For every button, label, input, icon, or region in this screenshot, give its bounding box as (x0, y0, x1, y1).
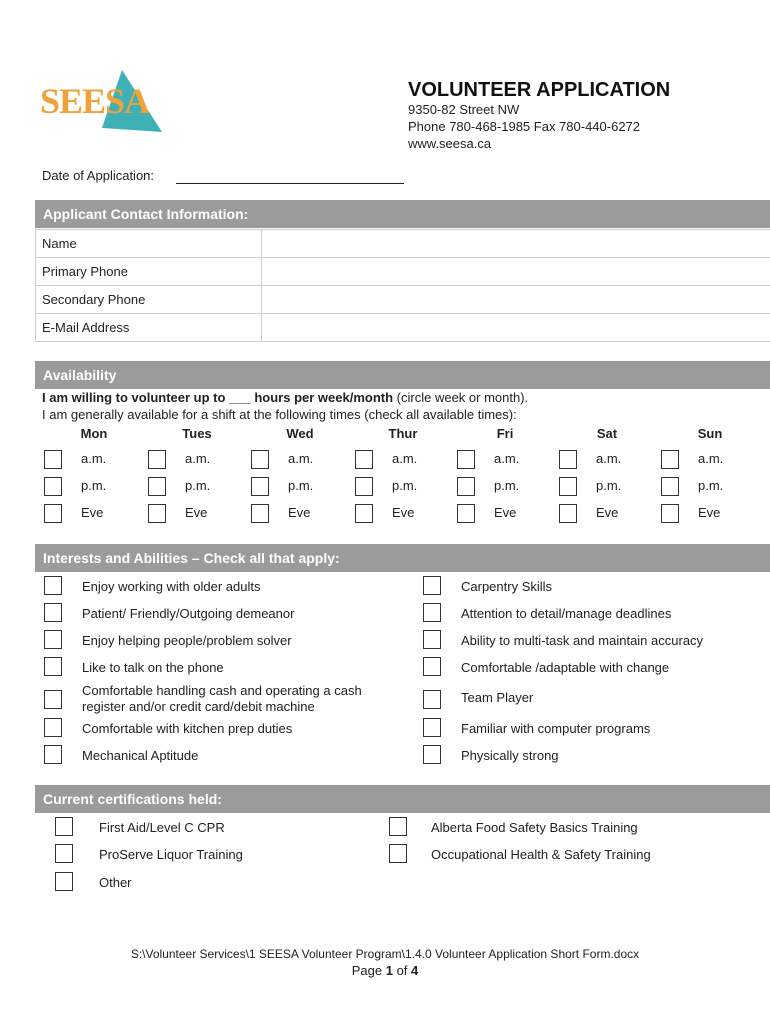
interest-label: Team Player (461, 690, 534, 705)
interest-label: Enjoy working with older adults (82, 579, 261, 594)
certification-checkbox[interactable] (55, 817, 73, 836)
checkbox-tues-pm[interactable] (148, 477, 166, 496)
certification-checkbox[interactable] (389, 817, 407, 836)
checkbox-tues-eve[interactable] (148, 504, 166, 523)
checkbox-sun-pm[interactable] (661, 477, 679, 496)
page-number: 1 (385, 963, 393, 978)
checkbox-tues-am[interactable] (148, 450, 166, 469)
certification-checkbox[interactable] (55, 844, 73, 863)
interest-checkbox[interactable] (423, 690, 441, 709)
slot-label: Eve (698, 505, 721, 520)
interest-checkbox[interactable] (44, 718, 62, 737)
slot-label: a.m. (494, 451, 520, 466)
checkbox-thur-pm[interactable] (355, 477, 373, 496)
checkbox-sat-eve[interactable] (559, 504, 577, 523)
interest-checkbox[interactable] (44, 603, 62, 622)
interest-label: Enjoy helping people/problem solver (82, 633, 292, 648)
slot-label: Eve (288, 505, 311, 520)
contact-field-input[interactable] (262, 230, 770, 258)
date-label: Date of Application: (42, 168, 155, 183)
interest-label: Comfortable handling cash and operating a cash register and/or credit card/debit machine (82, 683, 362, 714)
interest-label: Physically strong (461, 748, 559, 763)
checkbox-thur-eve[interactable] (355, 504, 373, 523)
checkbox-fri-eve[interactable] (457, 504, 475, 523)
interest-checkbox[interactable] (423, 630, 441, 649)
page-total: 4 (411, 963, 419, 978)
checkbox-mon-am[interactable] (44, 450, 62, 469)
checkbox-fri-pm[interactable] (457, 477, 475, 496)
contact-field-input[interactable] (262, 314, 770, 342)
checkbox-mon-pm[interactable] (44, 477, 62, 496)
interest-label: Mechanical Aptitude (82, 748, 199, 763)
contact-row (36, 314, 770, 342)
interest-checkbox[interactable] (423, 745, 441, 764)
interest-checkbox[interactable] (423, 718, 441, 737)
date-field[interactable] (176, 183, 404, 184)
contact-row (36, 258, 770, 286)
interests-section-header: Interests and Abilities – Check all that apply: (35, 544, 770, 572)
slot-label: a.m. (185, 451, 211, 466)
interest-checkbox[interactable] (44, 690, 62, 709)
checkbox-wed-pm[interactable] (251, 477, 269, 496)
page-mid: of (392, 963, 412, 978)
interest-checkbox[interactable] (44, 657, 62, 676)
certification-label: Other (99, 875, 132, 890)
day-header-thur: Thur (388, 426, 418, 441)
checkbox-mon-eve[interactable] (44, 504, 62, 523)
contact-field-label: Secondary Phone (36, 286, 262, 314)
slot-label: p.m. (81, 478, 107, 493)
certification-checkbox[interactable] (55, 872, 73, 891)
contact-field-input[interactable] (262, 258, 770, 286)
checkbox-wed-am[interactable] (251, 450, 269, 469)
day-header-tues: Tues (182, 426, 212, 441)
contact-field-label: E-Mail Address (36, 314, 262, 342)
slot-label: Eve (185, 505, 208, 520)
contact-table (35, 229, 770, 342)
contact-field-label: Name (36, 230, 262, 258)
certification-label: Alberta Food Safety Basics Training (431, 820, 638, 835)
seesa-logo (40, 70, 170, 135)
day-header-sun: Sun (697, 426, 723, 441)
availability-hours-line (42, 390, 528, 405)
interest-label: Comfortable /adaptable with change (461, 660, 670, 675)
interest-label: Like to talk on the phone (82, 660, 224, 675)
checkbox-thur-am[interactable] (355, 450, 373, 469)
checkbox-wed-eve[interactable] (251, 504, 269, 523)
certification-label: First Aid/Level C CPR (99, 820, 225, 835)
day-header-sat: Sat (596, 426, 618, 441)
contact-field-input[interactable] (262, 286, 770, 314)
interest-checkbox[interactable] (423, 603, 441, 622)
interest-checkbox[interactable] (44, 576, 62, 595)
org-phone: Phone 780-468-1985 Fax 780-440-6272 (408, 119, 641, 134)
interest-label: Attention to detail/manage deadlines (461, 606, 672, 621)
checkbox-sun-am[interactable] (661, 450, 679, 469)
interest-label: Familiar with computer programs (461, 721, 651, 736)
contact-row (36, 230, 770, 258)
org-address: 9350-82 Street NW (408, 102, 520, 117)
slot-label: a.m. (698, 451, 724, 466)
interest-checkbox[interactable] (44, 630, 62, 649)
checkbox-fri-am[interactable] (457, 450, 475, 469)
interest-label: Comfortable with kitchen prep duties (82, 721, 293, 736)
slot-label: p.m. (185, 478, 211, 493)
contact-row (36, 286, 770, 314)
logo-text: SEESA (40, 81, 150, 121)
footer-page (0, 963, 770, 978)
day-header-fri: Fri (496, 426, 514, 441)
slot-label: p.m. (596, 478, 622, 493)
interest-checkbox[interactable] (423, 657, 441, 676)
contact-field-label: Primary Phone (36, 258, 262, 286)
slot-label: p.m. (494, 478, 520, 493)
interest-label: Patient/ Friendly/Outgoing demeanor (82, 606, 295, 621)
footer-path: S:\Volunteer Services\1 SEESA Volunteer Program\1.4.0 Volunteer Application Short Form.docx (130, 947, 640, 961)
slot-label: a.m. (81, 451, 107, 466)
availability-times-line: I am generally available for a shift at the following times (check all available times): (42, 407, 517, 422)
slot-label: a.m. (288, 451, 314, 466)
contact-section-header: Applicant Contact Information: (35, 200, 770, 228)
page-prefix: Page (351, 963, 386, 978)
day-header-mon: Mon (80, 426, 108, 441)
slot-label: a.m. (392, 451, 418, 466)
checkbox-sat-pm[interactable] (559, 477, 577, 496)
certification-checkbox[interactable] (389, 844, 407, 863)
availability-hours-bold: I am willing to volunteer up to ___ hours per week/month (42, 390, 394, 405)
slot-label: Eve (596, 505, 619, 520)
interest-checkbox[interactable] (44, 745, 62, 764)
interest-checkbox[interactable] (423, 576, 441, 595)
slot-label: Eve (494, 505, 517, 520)
slot-label: p.m. (288, 478, 314, 493)
slot-label: Eve (81, 505, 104, 520)
availability-section-header: Availability (35, 361, 770, 389)
certification-label: ProServe Liquor Training (99, 847, 243, 862)
checkbox-sat-am[interactable] (559, 450, 577, 469)
checkbox-sun-eve[interactable] (661, 504, 679, 523)
slot-label: Eve (392, 505, 415, 520)
certification-label: Occupational Health & Safety Training (431, 847, 651, 862)
slot-label: p.m. (392, 478, 418, 493)
availability-hours-rest: (circle week or month). (393, 390, 529, 405)
interest-label: Carpentry Skills (461, 579, 553, 594)
day-header-wed: Wed (286, 426, 314, 441)
slot-label: p.m. (698, 478, 724, 493)
page-title: VOLUNTEER APPLICATION (408, 79, 671, 101)
certifications-section-header: Current certifications held: (35, 785, 770, 813)
org-website: www.seesa.ca (408, 136, 492, 151)
slot-label: a.m. (596, 451, 622, 466)
interest-label: Ability to multi-task and maintain accuracy (461, 633, 704, 648)
